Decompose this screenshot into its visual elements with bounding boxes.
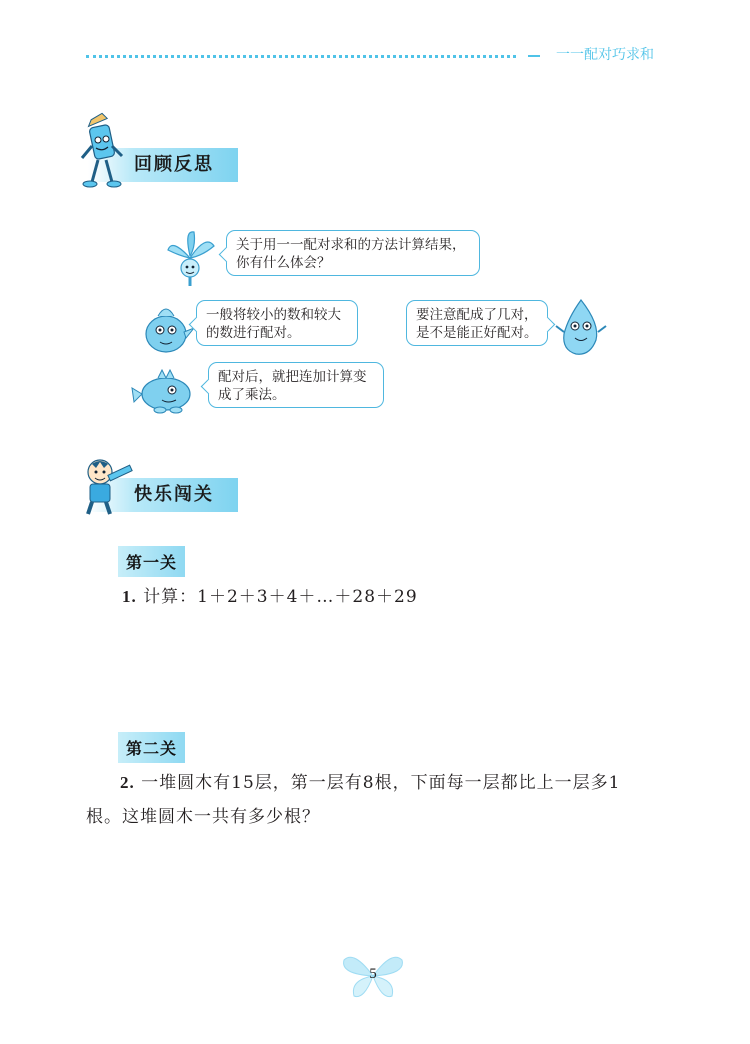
plant-mascot-icon	[162, 228, 218, 288]
pencil-mascot-icon	[78, 120, 128, 190]
header-dotted-rule	[86, 55, 516, 58]
speech-bubble-pairs	[406, 300, 548, 346]
challenge-banner: 快乐闯关	[88, 478, 238, 512]
page-number-badge	[340, 950, 406, 1002]
problem-2-text-line-1: 一堆圆木有15层，第一层有8根，下面每一层都比上一层多1	[141, 773, 621, 793]
problem-1-text: 计算：1＋2＋3＋4＋…＋28＋29	[143, 587, 418, 607]
problem-1	[122, 580, 682, 614]
problem-2	[86, 766, 686, 834]
speech-bubble-small-large	[196, 300, 358, 346]
fish-mascot-icon	[132, 368, 202, 414]
problem-2-text-line-2: 根。这堆圆木一共有多少根？	[86, 807, 320, 827]
bubble-tail	[219, 247, 235, 263]
problem-2-line-1	[86, 766, 686, 800]
page-number: 5	[369, 966, 377, 982]
speech-bubble-multiplication	[208, 362, 384, 408]
bubble-text: 一般将较小的数和较大的数进行配对。	[206, 307, 341, 341]
bubble-text: 关于用一一配对求和的方法计算结果，你有什么体会？	[236, 237, 466, 271]
problem-1-number: 1.	[122, 587, 137, 606]
level-2-label: 第二关	[118, 732, 185, 763]
review-banner: 回顾反思	[88, 148, 238, 182]
level-1-label: 第一关	[118, 546, 185, 577]
review-section	[78, 120, 238, 190]
problem-2-number: 2.	[120, 773, 135, 792]
bubble-text: 要注意配成了几对，是不是能正好配对。	[416, 307, 538, 341]
speech-bubble-question	[226, 230, 480, 276]
drop-mascot-icon	[556, 296, 606, 360]
boy-with-pencil-icon	[78, 456, 134, 516]
bubble-tail	[540, 317, 556, 333]
bubble-text: 配对后，就把连加计算变成了乘法。	[218, 369, 367, 403]
bubble-tail	[201, 379, 217, 395]
header-dash	[528, 55, 540, 57]
challenge-section	[78, 456, 238, 516]
chapter-title: 一一配对巧求和	[556, 47, 654, 63]
bird-mascot-icon	[140, 302, 196, 358]
